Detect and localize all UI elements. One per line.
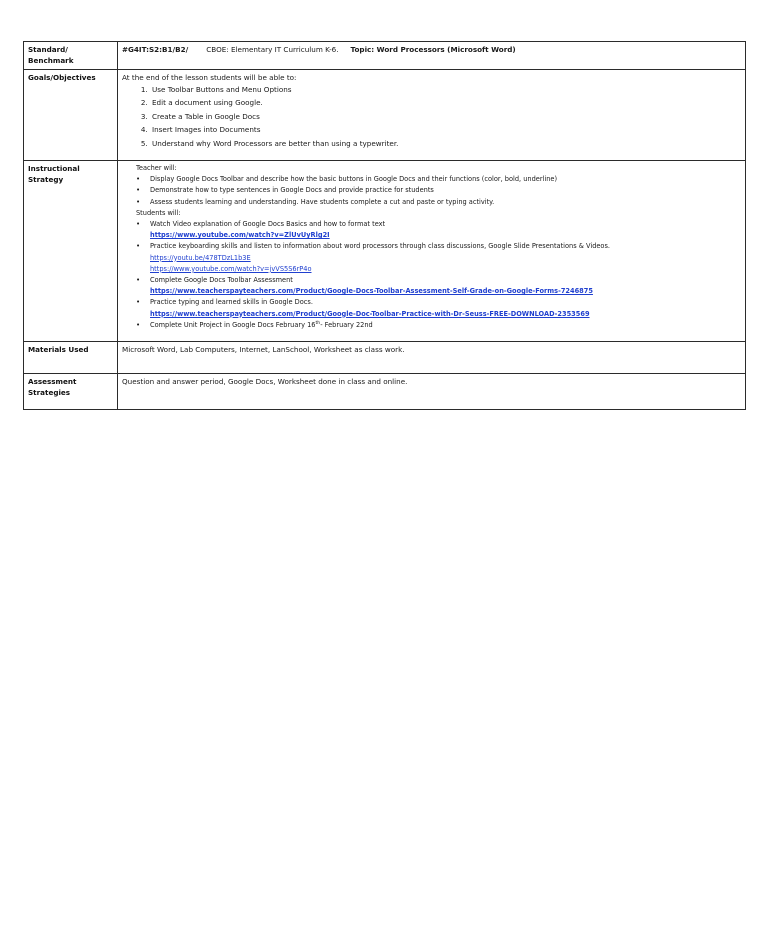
date-suffix: th [315,320,321,326]
students-heading: Students will: [136,208,181,217]
bullet-icon: • [136,276,141,285]
student-item [136,297,741,319]
bullet-icon: • [136,320,141,329]
topic-text: Topic: Word Processors (Microsoft Word) [350,45,516,54]
assessment-row [24,374,746,410]
standard-code: #G4IT:S2:B1/B2/ [122,45,189,54]
materials-row [24,342,746,374]
student-item-text: Practice typing and learned skills in Google Docs. [150,298,313,307]
goals-row [24,70,746,161]
standard-content [118,42,746,70]
teacher-item [136,185,741,196]
materials-label: Materials Used [24,342,118,374]
goal-item: 1. Use Toolbar Buttons and Menu Options [150,83,741,96]
goals-label: Goals/Objectives [24,70,118,161]
teacher-list [122,174,741,208]
project-date-end: - February 22nd [320,320,373,329]
bullet-icon: • [136,220,141,229]
bullet-icon: • [136,175,141,184]
bullet-icon: • [136,186,141,195]
bullet-icon: • [136,242,141,251]
student-item-text: Practice keyboarding skills and listen to information about word processors through class discussions, Google Slide Presentations & Videos. [150,242,610,251]
video-link[interactable]: https://www.youtube.com/watch?v=jvVS5S6rP4o [150,264,312,273]
standard-row [24,42,746,70]
bullet-icon: • [136,298,141,307]
student-item [136,275,741,297]
video-link[interactable]: https://youtu.be/478TDzL1b3E [150,253,251,262]
student-item-text: Complete Google Docs Toolbar Assessment [150,276,293,285]
teacher-item-text: Demonstrate how to type sentences in Google Docs and provide practice for students [150,186,434,195]
lesson-plan-page [23,41,746,410]
goals-content [118,70,746,161]
teacher-item-text: Display Google Docs Toolbar and describe how the basic buttons in Google Docs and their functions (color, bold, underline) [150,175,558,184]
goal-item: 3. Create a Table in Google Docs [150,110,741,123]
curriculum-text: CBOE: Elementary IT Curriculum K-6. [206,45,339,54]
goal-item: 2. Edit a document using Google. [150,96,741,109]
goals-list [122,83,741,150]
student-item [136,241,741,275]
bullet-icon: • [136,197,141,206]
student-item [136,219,741,241]
goals-intro: At the end of the lesson students will be able to: [122,73,297,82]
goal-item: 4. Insert Images into Documents [150,123,741,136]
strategy-content [118,161,746,342]
teacher-item-text: Assess students learning and understanding. Have students complete a cut and paste or typing activity. [150,197,495,206]
teacher-item [136,174,741,185]
materials-text: Microsoft Word, Lab Computers, Internet, LanSchool, Worksheet as class work. [118,342,746,374]
students-list [122,219,741,331]
standard-label: Standard/ Benchmark [24,42,118,70]
strategy-row [24,161,746,342]
video-link[interactable]: https://www.youtube.com/watch?v=ZlUvUyRlg2I [150,231,330,240]
assessment-label: Assessment Strategies [24,374,118,410]
lesson-plan-table [23,41,746,410]
strategy-label: Instructional Strategy [24,161,118,342]
teacher-heading: Teacher will: [136,164,177,172]
goal-item: 5. Understand why Word Processors are better than using a typewriter. [150,137,741,150]
student-item [136,320,741,331]
practice-link[interactable]: https://www.teacherspayteachers.com/Product/Google-Doc-Toolbar-Practice-with-Dr-Seuss-FREE-DOWNLOAD-2353569 [150,309,590,318]
assessment-link[interactable]: https://www.teacherspayteachers.com/Product/Google-Docs-Toolbar-Assessment-Self-Grade-on-Google-Forms-7246875 [150,287,593,296]
student-item-text: Watch Video explanation of Google Docs Basics and how to format text [150,220,386,229]
assessment-text: Question and answer period, Google Docs, Worksheet done in class and online. [118,374,746,410]
project-date-text: Complete Unit Project in Google Docs February 16 [150,320,316,329]
teacher-item [136,197,741,208]
